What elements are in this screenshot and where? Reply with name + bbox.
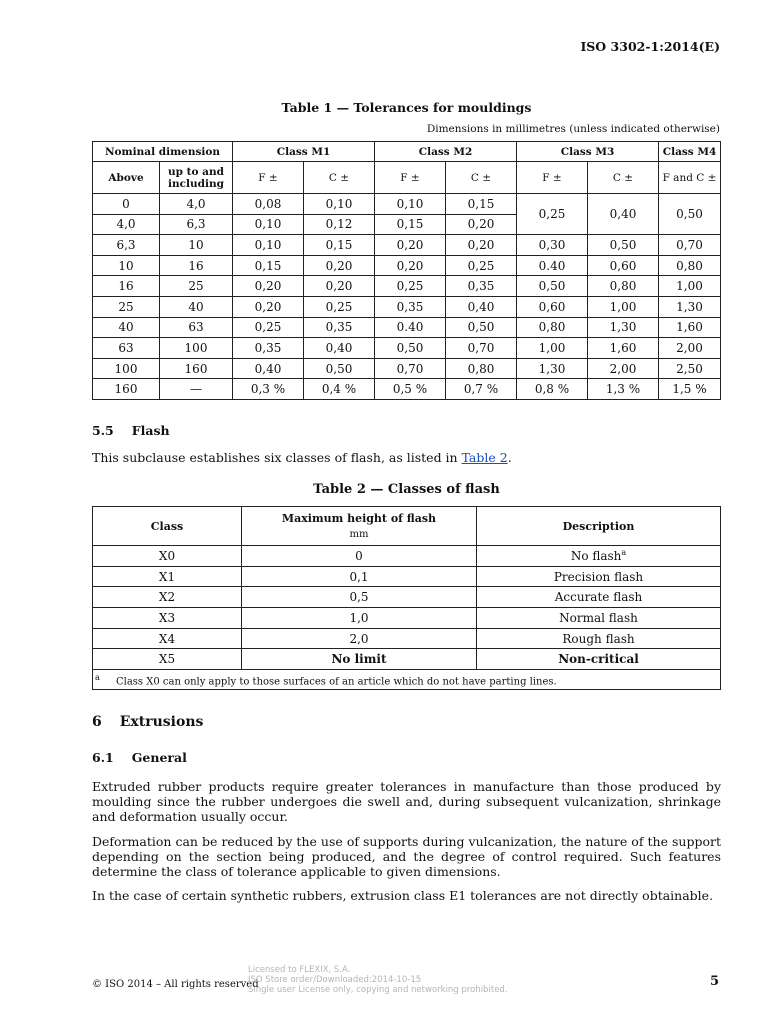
cell-m4: 1,30 bbox=[659, 296, 721, 317]
header-class-m2: Class M2 bbox=[375, 142, 517, 162]
watermark-line: Licensed to FLEXIX, S.A. bbox=[248, 965, 351, 975]
cell-m1-c: 0,50 bbox=[304, 358, 375, 379]
cell-m3-f: 1,30 bbox=[517, 358, 588, 379]
cell-m2-f: 0,20 bbox=[375, 255, 446, 276]
cell-height: 0 bbox=[242, 546, 477, 567]
cell-m2-c: 0,35 bbox=[446, 276, 517, 297]
cell-m2-c: 0,20 bbox=[446, 235, 517, 256]
header-class-m1: Class M1 bbox=[233, 142, 375, 162]
cell-m2-c: 0,7 % bbox=[446, 379, 517, 400]
cell-above: 6,3 bbox=[93, 235, 160, 256]
cell-m2-c: 0,80 bbox=[446, 358, 517, 379]
cell-upto: 10 bbox=[160, 235, 233, 256]
table-row bbox=[93, 255, 721, 276]
cell-m2-f: 0,50 bbox=[375, 338, 446, 359]
cell-m2-f: 0,10 bbox=[375, 194, 446, 215]
cell-m3-f: 0.40 bbox=[517, 255, 588, 276]
cell-m4: 1,60 bbox=[659, 317, 721, 338]
cell-m2-f: 0,25 bbox=[375, 276, 446, 297]
cell-above: 16 bbox=[93, 276, 160, 297]
cell-upto: 6,3 bbox=[160, 214, 233, 235]
cell-m2-c: 0,20 bbox=[446, 214, 517, 235]
cell-m4: 2,50 bbox=[659, 358, 721, 379]
cell-class: X4 bbox=[93, 628, 242, 649]
header-max-height bbox=[242, 507, 477, 546]
cell-m2-f: 0.40 bbox=[375, 317, 446, 338]
cell-m2-f: 0,20 bbox=[375, 235, 446, 256]
cell-above: 4,0 bbox=[93, 214, 160, 235]
cell-description: Rough flash bbox=[477, 628, 721, 649]
license-watermark bbox=[248, 965, 507, 995]
table-row bbox=[93, 296, 721, 317]
section-number: 6.1 bbox=[92, 750, 114, 765]
cell-m1-f: 0,35 bbox=[233, 338, 304, 359]
watermark-line: Single user License only, copying and networking prohibited. bbox=[248, 985, 508, 995]
header-max-height-unit: mm bbox=[349, 529, 369, 540]
section-5-5-heading bbox=[92, 423, 170, 438]
header-nominal-dimension: Nominal dimension bbox=[93, 142, 233, 162]
header-class-m3: Class M3 bbox=[517, 142, 659, 162]
cell-above: 25 bbox=[93, 296, 160, 317]
table-row bbox=[93, 649, 721, 670]
cell-height: No limit bbox=[242, 649, 477, 670]
table-row bbox=[93, 276, 721, 297]
cell-m4: 0,80 bbox=[659, 255, 721, 276]
cell-upto: 160 bbox=[160, 358, 233, 379]
cell-upto: 16 bbox=[160, 255, 233, 276]
section-6-1-heading bbox=[92, 750, 187, 765]
cell-m2-c: 0,15 bbox=[446, 194, 517, 215]
header-max-height-label: Maximum height of flash bbox=[281, 512, 437, 525]
section-number: 5.5 bbox=[92, 423, 114, 438]
cell-above: 0 bbox=[93, 194, 160, 215]
cell-description: Accurate flash bbox=[477, 587, 721, 608]
paragraph-text: This subclause establishes six classes of flash, as listed in bbox=[92, 450, 462, 465]
cell-m1-f: 0,3 % bbox=[233, 379, 304, 400]
cell-m3-f: 1,00 bbox=[517, 338, 588, 359]
table-row bbox=[93, 235, 721, 256]
cell-description: Normal flash bbox=[477, 608, 721, 629]
section-5-5-paragraph bbox=[92, 450, 512, 465]
tolerances-table bbox=[92, 141, 721, 400]
paragraph-1: Extruded rubber products require greater tolerances in manufacture than those produced by moulding since the rubber undergoes die swell and, during subsequent vulcanization, shrinkage and deformation usually occur. bbox=[92, 779, 721, 824]
cell-m1-f: 0,10 bbox=[233, 214, 304, 235]
table-row bbox=[93, 379, 721, 400]
header-description: Description bbox=[477, 507, 721, 546]
document-id: ISO 3302-1:2014(E) bbox=[580, 39, 720, 54]
cell-upto: 100 bbox=[160, 338, 233, 359]
cell-class: X5 bbox=[93, 649, 242, 670]
table-2-link[interactable]: Table 2 bbox=[461, 450, 508, 465]
cell-m2-f: 0,15 bbox=[375, 214, 446, 235]
cell-m1-f: 0,25 bbox=[233, 317, 304, 338]
cell-description-text: No flash bbox=[570, 549, 622, 564]
cell-m2-c: 0,25 bbox=[446, 255, 517, 276]
header-m3-c: C ± bbox=[588, 162, 659, 194]
cell-m2-f: 0,5 % bbox=[375, 379, 446, 400]
header-m1-f: F ± bbox=[233, 162, 304, 194]
header-above: Above bbox=[93, 162, 160, 194]
cell-m1-c: 0,12 bbox=[304, 214, 375, 235]
cell-upto: 25 bbox=[160, 276, 233, 297]
footnote-ref: a bbox=[621, 548, 627, 558]
cell-m1-f: 0,08 bbox=[233, 194, 304, 215]
cell-m3-c: 1,3 % bbox=[588, 379, 659, 400]
cell-m3-f: 0,30 bbox=[517, 235, 588, 256]
cell-height: 2,0 bbox=[242, 628, 477, 649]
table1-units-note: Dimensions in millimetres (unless indicated otherwise) bbox=[426, 123, 720, 135]
section-title: Flash bbox=[131, 423, 170, 438]
cell-m2-f: 0,35 bbox=[375, 296, 446, 317]
cell-m1-f: 0,15 bbox=[233, 255, 304, 276]
footnote-mark: a bbox=[95, 671, 100, 682]
cell-m1-c: 0,20 bbox=[304, 255, 375, 276]
cell-m1-c: 0,25 bbox=[304, 296, 375, 317]
cell-m3-c: 2,00 bbox=[588, 358, 659, 379]
cell-m3-f: 0,60 bbox=[517, 296, 588, 317]
cell-m2-f: 0,70 bbox=[375, 358, 446, 379]
cell-above: 63 bbox=[93, 338, 160, 359]
cell-m4: 0,50 bbox=[659, 194, 721, 235]
table-row bbox=[93, 338, 721, 359]
cell-m1-f: 0,40 bbox=[233, 358, 304, 379]
table-row bbox=[93, 194, 721, 215]
header-m2-c: C ± bbox=[446, 162, 517, 194]
cell-m3-c: 1,00 bbox=[588, 296, 659, 317]
cell-description: Precision flash bbox=[477, 566, 721, 587]
cell-m1-c: 0,10 bbox=[304, 194, 375, 215]
table1-caption: Table 1 — Tolerances for mouldings bbox=[281, 100, 532, 115]
table-row bbox=[93, 546, 721, 567]
cell-description: Non-critical bbox=[477, 649, 721, 670]
copyright-notice: © ISO 2014 – All rights reserved bbox=[92, 979, 259, 990]
cell-m2-c: 0,50 bbox=[446, 317, 517, 338]
cell-m1-f: 0,20 bbox=[233, 296, 304, 317]
cell-upto: 4,0 bbox=[160, 194, 233, 215]
table-row bbox=[93, 628, 721, 649]
cell-class: X0 bbox=[93, 546, 242, 567]
cell-m2-c: 0,40 bbox=[446, 296, 517, 317]
cell-class: X1 bbox=[93, 566, 242, 587]
cell-m1-f: 0,10 bbox=[233, 235, 304, 256]
table-row bbox=[93, 358, 721, 379]
cell-m3-f: 0,80 bbox=[517, 317, 588, 338]
page-number: 5 bbox=[709, 974, 719, 989]
cell-upto: 40 bbox=[160, 296, 233, 317]
cell-height: 0,1 bbox=[242, 566, 477, 587]
cell-m3-c: 0,50 bbox=[588, 235, 659, 256]
cell-description bbox=[477, 546, 721, 567]
cell-m3-f: 0,25 bbox=[517, 194, 588, 235]
cell-above: 100 bbox=[93, 358, 160, 379]
header-m3-f: F ± bbox=[517, 162, 588, 194]
table-footnote bbox=[93, 670, 721, 690]
footnote-text: Class X0 can only apply to those surfaces of an article which do not have parting lines. bbox=[115, 676, 557, 688]
cell-height: 1,0 bbox=[242, 608, 477, 629]
cell-above: 160 bbox=[93, 379, 160, 400]
table-row bbox=[93, 317, 721, 338]
cell-m4: 1,00 bbox=[659, 276, 721, 297]
cell-m4: 1,5 % bbox=[659, 379, 721, 400]
table2-caption: Table 2 — Classes of flash bbox=[313, 482, 500, 497]
cell-upto: 63 bbox=[160, 317, 233, 338]
cell-m1-c: 0,15 bbox=[304, 235, 375, 256]
cell-m1-c: 0,35 bbox=[304, 317, 375, 338]
cell-above: 10 bbox=[93, 255, 160, 276]
cell-m4: 0,70 bbox=[659, 235, 721, 256]
cell-m3-c: 0,40 bbox=[588, 194, 659, 235]
paragraph-2: Deformation can be reduced by the use of supports during vulcanization, the nature of the support depending on the section being produced, and the degree of control required. Such features determine the class of tolerance applicable to given dimensions. bbox=[92, 834, 721, 879]
section-title: Extrusions bbox=[119, 714, 204, 730]
cell-m1-f: 0,20 bbox=[233, 276, 304, 297]
cell-m1-c: 0,40 bbox=[304, 338, 375, 359]
header-m1-c: C ± bbox=[304, 162, 375, 194]
header-m2-f: F ± bbox=[375, 162, 446, 194]
cell-upto: — bbox=[160, 379, 233, 400]
cell-m3-f: 0,50 bbox=[517, 276, 588, 297]
cell-m3-c: 0,80 bbox=[588, 276, 659, 297]
section-number: 6 bbox=[92, 714, 102, 730]
table-row bbox=[93, 566, 721, 587]
table-footnote-row bbox=[93, 670, 721, 690]
cell-m4: 2,00 bbox=[659, 338, 721, 359]
header-class: Class bbox=[93, 507, 242, 546]
watermark-line: ISO Store order/Downloaded:2014-10-15 bbox=[248, 975, 422, 985]
cell-m3-c: 1,30 bbox=[588, 317, 659, 338]
cell-m3-c: 0,60 bbox=[588, 255, 659, 276]
cell-height: 0,5 bbox=[242, 587, 477, 608]
cell-class: X2 bbox=[93, 587, 242, 608]
cell-m1-c: 0,4 % bbox=[304, 379, 375, 400]
flash-classes-table bbox=[92, 506, 721, 690]
table-row bbox=[93, 608, 721, 629]
cell-class: X3 bbox=[93, 608, 242, 629]
section-title: General bbox=[131, 750, 187, 765]
header-up-to: up to and including bbox=[160, 162, 233, 194]
cell-above: 40 bbox=[93, 317, 160, 338]
paragraph-3: In the case of certain synthetic rubbers, extrusion class E1 tolerances are not directly obtainable. bbox=[92, 888, 714, 903]
cell-m2-c: 0,70 bbox=[446, 338, 517, 359]
paragraph-end: . bbox=[507, 450, 512, 465]
cell-m3-c: 1,60 bbox=[588, 338, 659, 359]
cell-m3-f: 0,8 % bbox=[517, 379, 588, 400]
header-m4-fc: F and C ± bbox=[659, 162, 721, 194]
section-6-heading bbox=[92, 714, 203, 730]
header-class-m4: Class M4 bbox=[659, 142, 721, 162]
cell-m1-c: 0,20 bbox=[304, 276, 375, 297]
table-row bbox=[93, 587, 721, 608]
